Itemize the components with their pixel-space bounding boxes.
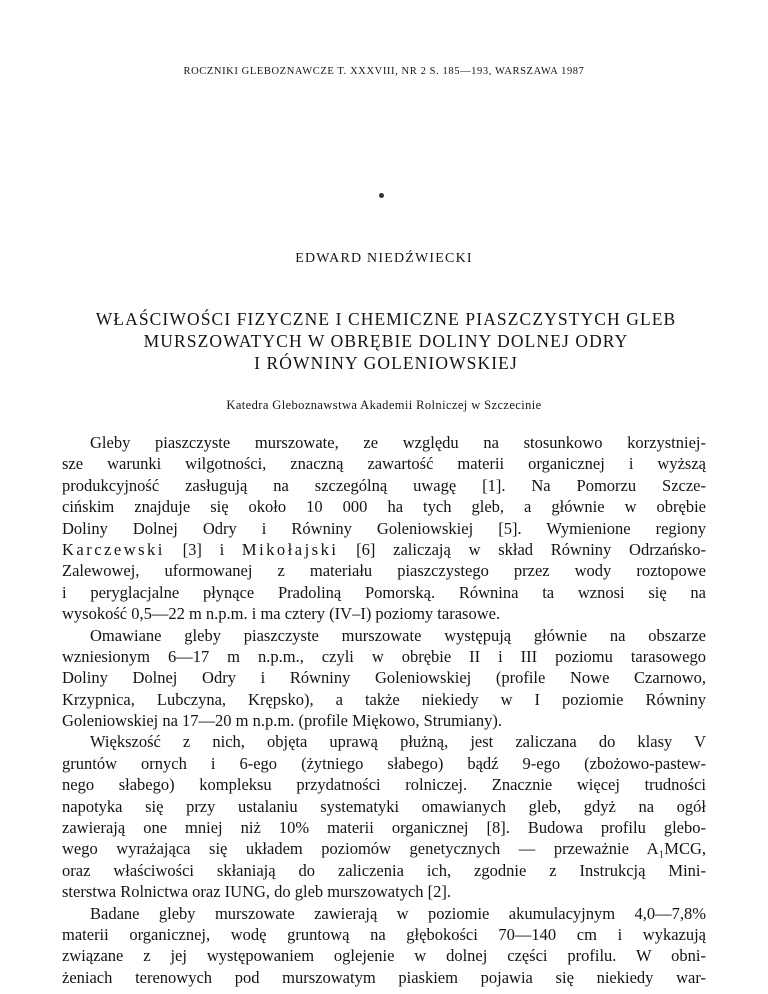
text-line: produkcyjność zasługują na szczególną uwagę [1]. Na Pomorzu Szcze- bbox=[62, 475, 706, 495]
text-line bbox=[62, 539, 706, 560]
text-line: żeniach terenowych pod murszowatym piaskiem pojawia się niekiedy war- bbox=[62, 967, 706, 987]
text-line: zawierają one mniej niż 10% materii organicznej [8]. Budowa profilu glebo- bbox=[62, 818, 706, 838]
body-text bbox=[62, 432, 706, 988]
title-line: WŁAŚCIWOŚCI FIZYCZNE I CHEMICZNE PIASZCZYSTYCH GLEB bbox=[95, 309, 677, 329]
article-title bbox=[60, 308, 712, 374]
text-line: Doliny Dolnej Odry i Równiny Goleniowskiej [5]. Wymienione regiony bbox=[62, 518, 706, 538]
title-line: MURSZOWATYCH W OBRĘBIE DOLINY DOLNEJ ODRY bbox=[143, 331, 629, 351]
text-line: związane z jej występowaniem oglejenie w dolnej części profilu. W obni- bbox=[62, 946, 706, 966]
affiliation: Katedra Gleboznawstwa Akademii Rolniczej w Szczecinie bbox=[226, 398, 542, 412]
text-line: wzniesionym 6—17 m n.p.m., czyli w obrębie II i III poziomu tarasowego bbox=[62, 646, 706, 666]
text-line: Doliny Dolnej Odry i Równiny Goleniowskiej (profile Nowe Czarnowo, bbox=[62, 668, 706, 688]
text-fragment: [6] zaliczają w skład Równiny Odrzańsko- bbox=[338, 539, 706, 559]
cited-author: Karczewski bbox=[62, 539, 165, 559]
text-line: Gleby piaszczyste murszowate, ze względu na stosunkowo korzystniej- bbox=[90, 433, 706, 452]
text-line: cińskim znajduje się około 10 000 ha tych gleb, a głównie w obrębie bbox=[62, 497, 706, 517]
author-name: EDWARD NIEDŹWIECKI bbox=[295, 251, 473, 266]
text-line: i peryglacjalne płynące Pradoliną Pomorską. Równina ta wznosi się na bbox=[62, 582, 706, 602]
running-header: ROCZNIKI GLEBOZNAWCZE T. XXXVIII, NR 2 S. 185—193, WARSZAWA 1987 bbox=[183, 66, 585, 77]
text-line: Krzypnica, Lubczyna, Krępsko), a także niekiedy w I poziomie Równiny bbox=[62, 689, 706, 709]
text-line: Badane gleby murszowate zawierają w poziomie akumulacyjnym 4,0—7,8% bbox=[90, 903, 706, 923]
text-line: oraz właściwości skłaniają do zaliczenia ich, zgodnie z Instrukcją Mini- bbox=[62, 860, 706, 880]
cited-author: Mikołajski bbox=[241, 539, 339, 559]
text-line: Goleniowskiej na 17—20 m n.p.m. (profile Miękowo, Strumiany). bbox=[62, 711, 502, 731]
text-line: napotyka się przy ustalaniu systematyki omawianych gleb, gdyż na ogół bbox=[62, 796, 706, 816]
text-line: Omawiane gleby piaszczyste murszowate występują głównie na obszarze bbox=[90, 625, 706, 645]
text-line: nego słabego) kompleksu przydatności rolniczej. Znacznie więcej trudności bbox=[62, 775, 706, 795]
text-line: wego wyrażająca się układem poziomów genetycznych — przeważnie A₁MCG, bbox=[62, 839, 706, 859]
text-line: Zalewowej, uformowanej z materiału piaszczystego przez wody roztopowe bbox=[62, 561, 706, 581]
text-line: sterstwa Rolnictwa oraz IUNG, do gleb murszowatych [2]. bbox=[62, 882, 452, 902]
text-line: wysokość 0,5—22 m n.p.m. i ma cztery (IV–I) poziomy tarasowe. bbox=[62, 604, 501, 624]
print-speck bbox=[379, 193, 384, 198]
text-line: sze warunki wilgotności, znaczną zawartość materii organicznej i wyższą bbox=[62, 454, 706, 474]
text-line: Większość z nich, objęta uprawą płużną, jest zaliczana do klasy V bbox=[90, 732, 706, 752]
text-fragment: [3] i bbox=[164, 539, 242, 559]
text-line: gruntów ornych i 6-ego (żytniego słabego) bądź 9-ego (zbożowo-pastew- bbox=[62, 753, 706, 773]
title-line: I RÓWNINY GOLENIOWSKIEJ bbox=[254, 353, 518, 373]
text-line: materii organicznej, wodę gruntową na głębokości 70—140 cm i wykazują bbox=[62, 924, 706, 944]
